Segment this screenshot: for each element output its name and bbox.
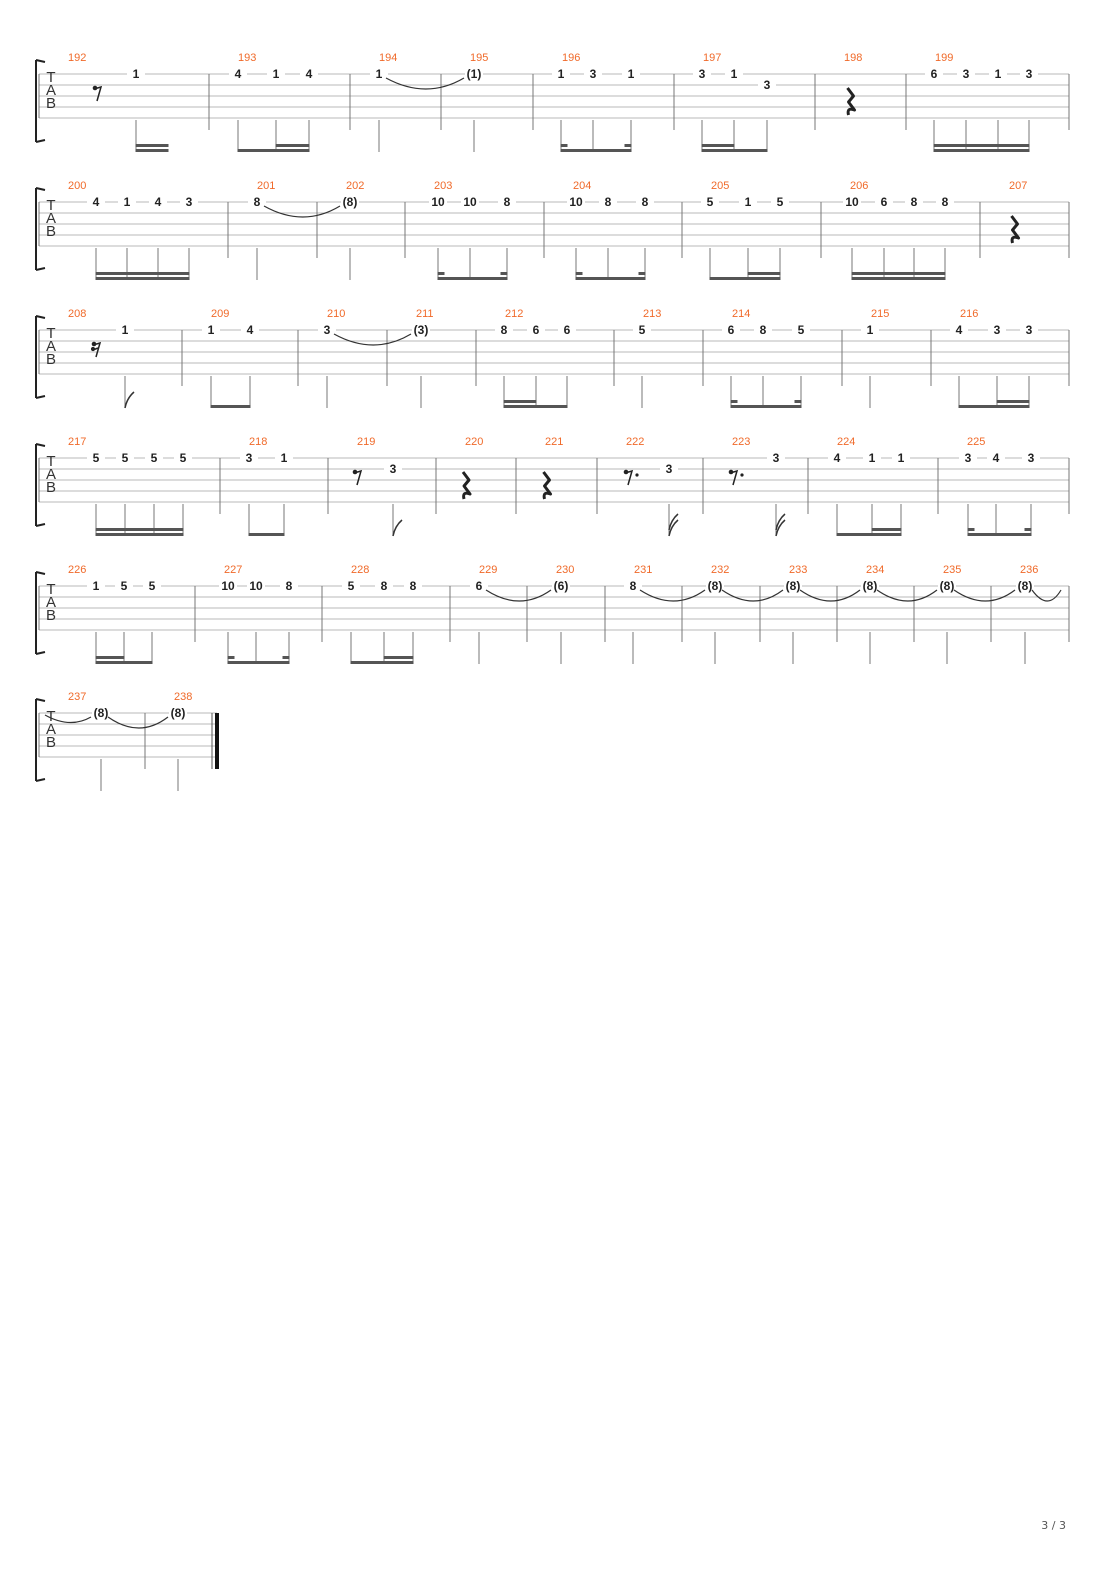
fret-number: 1 [123, 195, 131, 209]
tab-clef-letter: B [45, 734, 57, 751]
measure-number: 222 [626, 436, 645, 448]
measure-number: 236 [1020, 564, 1039, 576]
measure-number: 227 [224, 564, 243, 576]
beam [501, 272, 508, 275]
tab-clef-letter: B [45, 95, 57, 112]
beam [96, 272, 190, 275]
measure-number: 205 [711, 180, 730, 192]
tab-system [36, 564, 1069, 664]
fret-number: 1 [994, 67, 1002, 81]
measure-number: 213 [643, 308, 662, 320]
fret-number: 6 [880, 195, 888, 209]
fret-number: (6) [553, 579, 569, 593]
fret-number: 4 [955, 323, 963, 337]
measure-number: 212 [505, 308, 524, 320]
measure-number: 210 [327, 308, 346, 320]
quarter-rest [848, 88, 855, 115]
fret-number: 10 [845, 195, 859, 209]
measure-number: 196 [562, 52, 581, 64]
measure-number: 203 [434, 180, 453, 192]
tab-clef-letter: T [46, 325, 56, 342]
fret-number: 3 [665, 462, 673, 476]
beam [561, 149, 632, 152]
fret-number: 8 [759, 323, 767, 337]
measure-number: 206 [850, 180, 869, 192]
eighth-rest [624, 470, 639, 485]
fret-number: (8) [170, 706, 186, 720]
measure-number: 218 [249, 436, 268, 448]
fret-number: 8 [910, 195, 918, 209]
fret-number: 10 [249, 579, 263, 593]
quarter-rest [1012, 216, 1019, 243]
tab-system [36, 180, 1069, 280]
beam [1025, 528, 1032, 531]
system-bracket [36, 699, 45, 781]
fret-number: 1 [627, 67, 635, 81]
measure-number: 214 [732, 308, 751, 320]
tie [486, 590, 551, 601]
fret-number: 3 [185, 195, 193, 209]
measure-number: 215 [871, 308, 890, 320]
tab-clef-letter: A [45, 466, 57, 483]
measure-number: 197 [703, 52, 722, 64]
measure-number: 201 [257, 180, 276, 192]
fret-number: 3 [245, 451, 253, 465]
measure-number: 211 [416, 308, 434, 320]
tie [1032, 590, 1061, 601]
beam [504, 405, 568, 408]
fret-number: 3 [323, 323, 331, 337]
fret-number: 3 [962, 67, 970, 81]
beam [837, 533, 902, 536]
measure-number: 229 [479, 564, 498, 576]
fret-number: 1 [280, 451, 288, 465]
tab-clef-letter: T [46, 69, 56, 86]
fret-number: 1 [868, 451, 876, 465]
fret-number: 5 [638, 323, 646, 337]
fret-number: 5 [797, 323, 805, 337]
beam [934, 144, 1030, 147]
fret-number: 1 [557, 67, 565, 81]
fret-number: 8 [253, 195, 261, 209]
beam [96, 528, 184, 531]
measure-number: 225 [967, 436, 986, 448]
eighth-rest [93, 86, 101, 101]
fret-number: 3 [993, 323, 1001, 337]
fret-number: 10 [463, 195, 477, 209]
tie [108, 717, 168, 728]
measure-number: 228 [351, 564, 370, 576]
beam [795, 400, 802, 403]
beam [731, 405, 802, 408]
measure-number: 221 [545, 436, 564, 448]
measure-number: 202 [346, 180, 365, 192]
fret-number: 6 [727, 323, 735, 337]
fret-number: (8) [939, 579, 955, 593]
measure-number: 238 [174, 691, 193, 703]
measure-number: 200 [68, 180, 87, 192]
quarter-rest [544, 472, 551, 499]
measure-number: 235 [943, 564, 962, 576]
fret-number: 8 [503, 195, 511, 209]
system-bracket [36, 572, 45, 654]
measure-number: 207 [1009, 180, 1028, 192]
tie [386, 78, 464, 89]
system-bracket [36, 60, 45, 142]
fret-number: (8) [342, 195, 358, 209]
fret-number: 4 [992, 451, 1000, 465]
beam [238, 149, 310, 152]
fret-number: 8 [604, 195, 612, 209]
quarter-rest [463, 472, 470, 499]
fret-number: 5 [776, 195, 784, 209]
tie [264, 206, 340, 217]
fret-number: 3 [1025, 67, 1033, 81]
measure-number: 223 [732, 436, 751, 448]
tie [800, 590, 860, 601]
fret-number: 6 [475, 579, 483, 593]
note-flag [393, 520, 402, 536]
fret-number: 1 [132, 67, 140, 81]
tab-clef-letter: B [45, 223, 57, 240]
beam [934, 149, 1030, 152]
measure-number: 226 [68, 564, 87, 576]
eighth-rest [729, 470, 744, 485]
beam [96, 661, 153, 664]
beam [702, 149, 768, 152]
measure-number: 232 [711, 564, 730, 576]
measure-number: 195 [470, 52, 489, 64]
measure-number: 231 [634, 564, 653, 576]
tab-clef-letter: T [46, 197, 56, 214]
fret-number: (8) [862, 579, 878, 593]
tab-clef-letter: A [45, 82, 57, 99]
beam [136, 149, 169, 152]
measure-number: 208 [68, 308, 87, 320]
measure-number: 194 [379, 52, 398, 64]
fret-number: 1 [866, 323, 874, 337]
fret-number: 4 [833, 451, 841, 465]
beam [136, 144, 169, 147]
fret-number: 5 [92, 451, 100, 465]
fret-number: 5 [150, 451, 158, 465]
tie [877, 590, 937, 601]
beam [731, 400, 738, 403]
tab-clef-letter: A [45, 594, 57, 611]
fret-number: 1 [730, 67, 738, 81]
fret-number: 1 [272, 67, 280, 81]
fret-number: (8) [785, 579, 801, 593]
note-flag [125, 392, 134, 408]
note-flag [669, 520, 678, 536]
fret-number: 5 [706, 195, 714, 209]
tie [640, 590, 705, 601]
fret-number: 4 [154, 195, 162, 209]
tab-system [36, 308, 1069, 408]
measure-number: 204 [573, 180, 592, 192]
fret-number: 8 [285, 579, 293, 593]
system-bracket [36, 444, 45, 526]
tab-system [36, 691, 217, 791]
fret-number: 3 [1027, 451, 1035, 465]
eighth-rest [91, 342, 100, 357]
beam [852, 272, 946, 275]
beam [702, 144, 735, 147]
fret-number: 4 [246, 323, 254, 337]
beam [625, 144, 632, 147]
beam [504, 400, 537, 403]
measure-number: 233 [789, 564, 808, 576]
fret-number: (8) [1017, 579, 1033, 593]
fret-number: 1 [897, 451, 905, 465]
fret-number: 3 [1025, 323, 1033, 337]
fret-number: 5 [347, 579, 355, 593]
beam [639, 272, 646, 275]
tab-system [36, 52, 1069, 152]
fret-number: (8) [93, 706, 109, 720]
beam [872, 528, 902, 531]
tab-system [36, 436, 1069, 536]
fret-number: 3 [589, 67, 597, 81]
system-bracket [36, 316, 45, 398]
beam [351, 661, 414, 664]
fret-number: 3 [698, 67, 706, 81]
measure-number: 220 [465, 436, 484, 448]
eighth-rest [353, 470, 361, 485]
beam [968, 528, 975, 531]
fret-number: 3 [389, 462, 397, 476]
fret-number: 8 [629, 579, 637, 593]
fret-number: 4 [305, 67, 313, 81]
measure-number: 217 [68, 436, 87, 448]
fret-number: 3 [964, 451, 972, 465]
fret-number: 8 [409, 579, 417, 593]
beam [997, 400, 1030, 403]
measure-number: 193 [238, 52, 257, 64]
beam [561, 144, 568, 147]
measure-number: 219 [357, 436, 376, 448]
tab-clef-letter: B [45, 607, 57, 624]
beam [576, 272, 583, 275]
beam [438, 272, 445, 275]
beam [283, 656, 290, 659]
measure-number: 199 [935, 52, 954, 64]
beam [228, 661, 290, 664]
fret-number: 5 [148, 579, 156, 593]
fret-number: 5 [120, 579, 128, 593]
tab-clef-letter: A [45, 210, 57, 227]
fret-number: 3 [772, 451, 780, 465]
beam [959, 405, 1030, 408]
beam [96, 533, 184, 536]
tie [954, 590, 1015, 601]
fret-number: 8 [941, 195, 949, 209]
fret-number: (3) [413, 323, 429, 337]
beam [748, 272, 781, 275]
tab-clef-letter: B [45, 351, 57, 368]
tab-clef-letter: B [45, 479, 57, 496]
fret-number: 4 [234, 67, 242, 81]
fret-number: 10 [221, 579, 235, 593]
beam [710, 277, 781, 280]
fret-number: 5 [121, 451, 129, 465]
tie [334, 334, 411, 345]
system-bracket [36, 188, 45, 270]
fret-number: (8) [707, 579, 723, 593]
beam [228, 656, 235, 659]
measure-number: 234 [866, 564, 885, 576]
measure-number: 209 [211, 308, 230, 320]
fret-number: 8 [380, 579, 388, 593]
tab-clef-letter: T [46, 708, 56, 725]
fret-number: 8 [641, 195, 649, 209]
note-flag [776, 520, 785, 536]
beam [968, 533, 1032, 536]
fret-number: 5 [179, 451, 187, 465]
beam [96, 277, 190, 280]
measure-number: 198 [844, 52, 863, 64]
tab-clef-letter: A [45, 338, 57, 355]
beam [576, 277, 646, 280]
measure-number: 237 [68, 691, 87, 703]
fret-number: 4 [92, 195, 100, 209]
tab-clef-letter: T [46, 453, 56, 470]
fret-number: 3 [763, 78, 771, 92]
fret-number: 1 [375, 67, 383, 81]
tie [722, 590, 783, 601]
beam [96, 656, 125, 659]
beam [852, 277, 946, 280]
beam [276, 144, 310, 147]
tab-clef-letter: T [46, 581, 56, 598]
fret-number: 1 [207, 323, 215, 337]
fret-number: 6 [532, 323, 540, 337]
fret-number: 1 [121, 323, 129, 337]
beam [249, 533, 285, 536]
fret-number: 10 [569, 195, 583, 209]
tab-clef-letter: A [45, 721, 57, 738]
measure-number: 216 [960, 308, 979, 320]
beam [384, 656, 414, 659]
fret-number: 6 [563, 323, 571, 337]
measure-number: 230 [556, 564, 575, 576]
measure-number: 224 [837, 436, 856, 448]
page-number: 3 / 3 [1041, 1519, 1066, 1532]
fret-number: (1) [466, 67, 482, 81]
fret-number: 6 [930, 67, 938, 81]
fret-number: 8 [500, 323, 508, 337]
fret-number: 1 [744, 195, 752, 209]
fret-number: 1 [92, 579, 100, 593]
fret-number: 10 [431, 195, 445, 209]
beam [211, 405, 251, 408]
measure-number: 192 [68, 52, 87, 64]
beam [438, 277, 508, 280]
